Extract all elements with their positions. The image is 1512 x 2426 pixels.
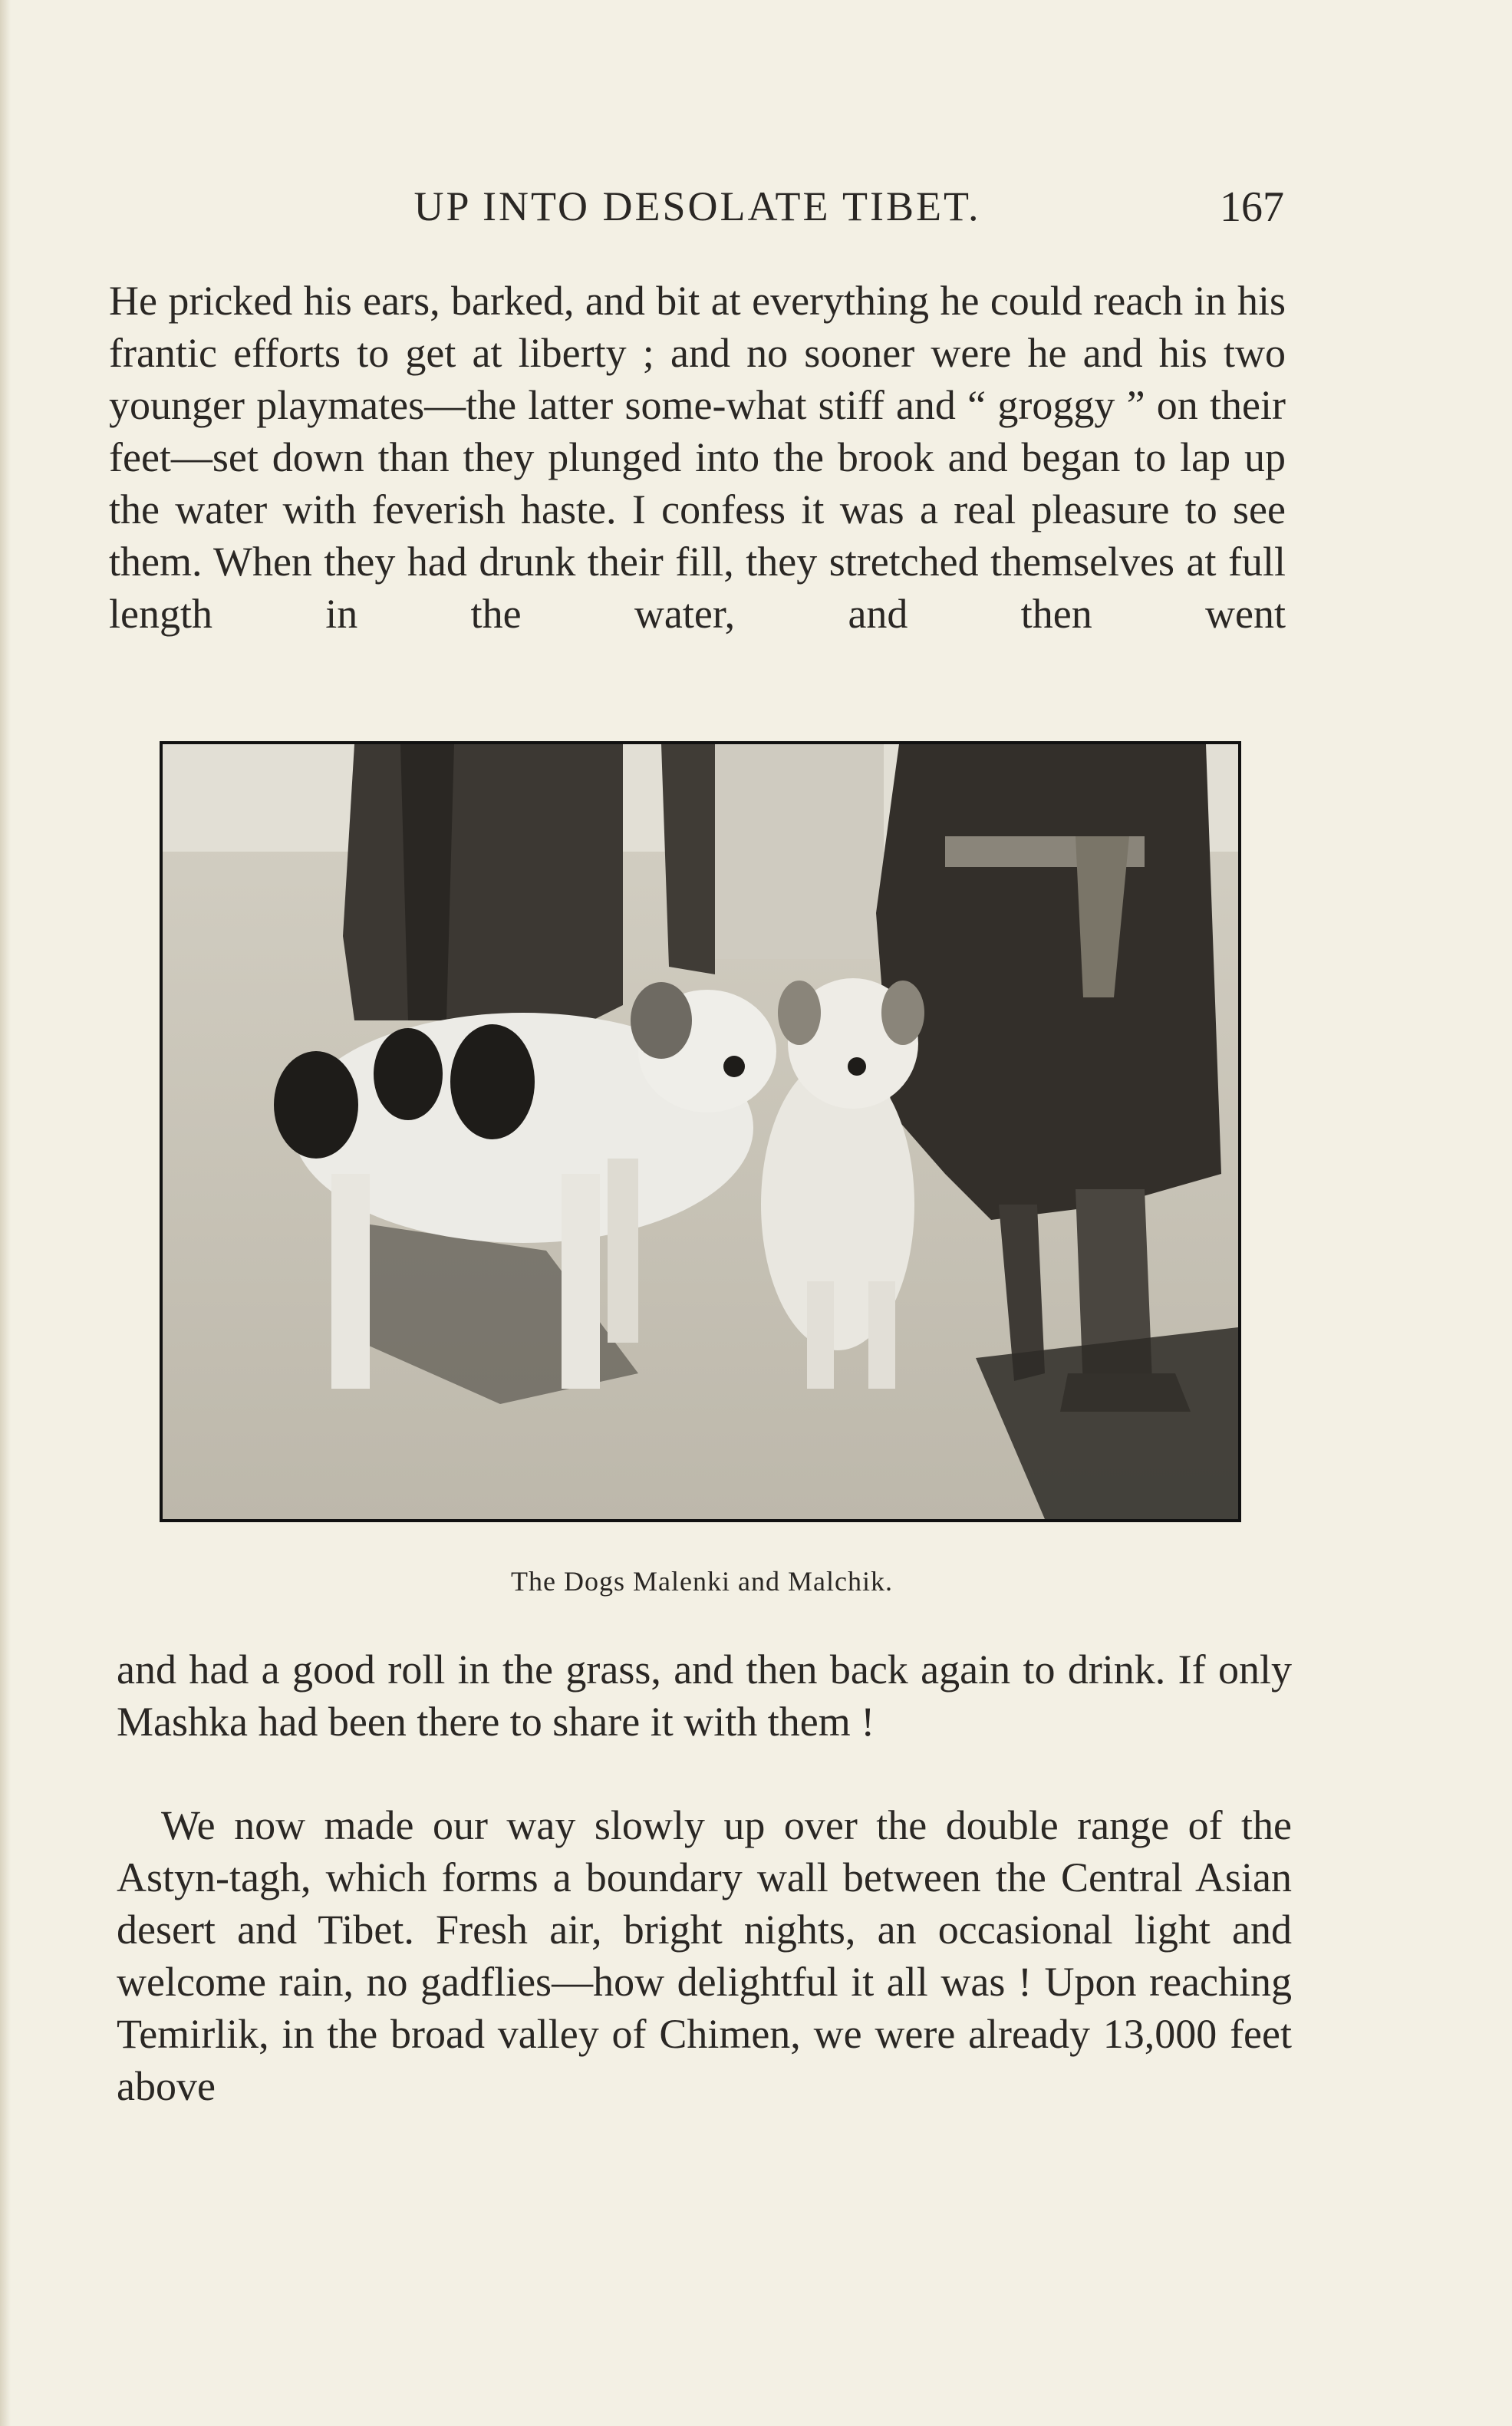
page-edge — [0, 0, 11, 2426]
running-head: UP INTO DESOLATE TIBET. — [413, 183, 981, 229]
page-header — [110, 183, 1284, 244]
photo-illustration — [163, 744, 1238, 1519]
photo-dogs — [160, 741, 1241, 1522]
paragraph-1: He pricked his ears, barked, and bit at everything he could reach in his frantic efforts to get at liberty ; and no sooner were he and his two younger playmates—the latter some-what stiff and “ groggy ” on their feet—set down than they plunged into the brook and began to lap up the water with feverish haste. I confess it was a real pleasure to see them. When they had drunk their fill, they stretched themselves at full length in the water, and then went — [109, 278, 1286, 637]
page-number: 167 — [1220, 183, 1284, 231]
paragraph-3: We now made our way slowly up over the double range of the Astyn-tagh, which forms a boundary wall between the Central Asian desert and Tibet. Fresh air, bright nights, an occasional light and welcome rain, no gadflies—how delightful it all was ! Upon reaching Temirlik, in the broad valley of Chimen, we were already 13,000 feet above — [117, 1802, 1292, 2109]
paragraph-2: and had a good roll in the grass, and then back again to drink. If only Mashka had been there to share it with them ! — [117, 1646, 1292, 1745]
figure-caption: The Dogs Malenki and Malchik. — [511, 1566, 893, 1597]
